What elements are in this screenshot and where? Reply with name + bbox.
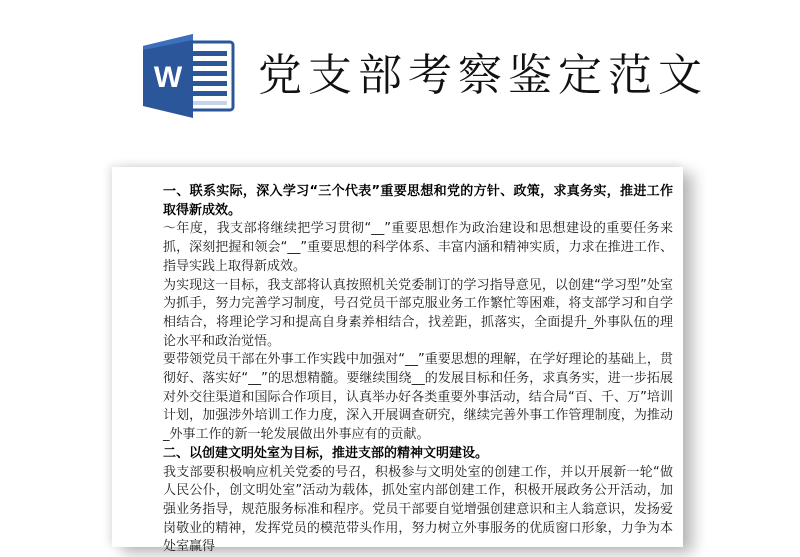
paragraph: 我支部要积极响应机关党委的号召，积极参与文明处室的创建工作，并以开展新一轮“做人民公仆，创文明处室”活动为载体，抓处室内部创建工作，积极开展政务公开活动，加强业务指导，规范服务标准和程序。党员干部要自觉增强创建意识和主人翁意识，发扬爱岗敬业的精神，发挥党员的模范带头作用，努力树立外事服务的优质窗口形象，力争为本处室赢得 bbox=[163, 464, 673, 555]
document-title: 党支部考察鉴定范文 bbox=[258, 50, 708, 101]
section-heading-1: 一、联系实际，深入学习“三个代表”重要思想和党的方针、政策，求真务实，推进工作取得新成效。 bbox=[163, 184, 673, 218]
document-body bbox=[163, 183, 673, 557]
document-page bbox=[112, 167, 683, 555]
word-document-icon bbox=[143, 34, 235, 118]
section-heading-2: 二、以创建文明处室为目标，推进支部的精神文明建设。 bbox=[163, 445, 489, 461]
paragraph: ～年度，我支部将继续把学习贯彻“__”重要思想作为政治建设和思想建设的重要任务来抓，深刻把握和领会“__”重要思想的科学体系、丰富内涵和精神实质，力求在推进工作、指导实践上取得新成效。 bbox=[163, 221, 673, 274]
svg-text:W: W bbox=[153, 61, 183, 94]
paragraph: 为实现这一目标，我支部将认真按照机关党委制订的学习指导意见，以创建“学习型”处室为抓手，努力完善学习制度，号召党员干部克服业务工作繁忙等困难，将支部学习和自学相结合，将理论学习和提高自身素养相结合，找差距，抓落实，全面提升_外事队伍的理论水平和政治觉悟。 bbox=[163, 277, 673, 349]
header-banner bbox=[0, 0, 800, 150]
paragraph: 要带领党员干部在外事工作实践中加强对“__”重要思想的理解，在学好理论的基础上，贯彻好、落实好“__”的思想精髓。要继续围绕__的发展目标和任务，求真务实，进一步拓展对外交往渠道和国际合作项目，认真举办好各类重要外事活动，结合局“百、千、万”培训计划，加强涉外培训工作力度，深入开展调查研究，继续完善外事工作管理制度，为推动_外事工作的新一轮发展做出外事应有的贡献。 bbox=[163, 352, 673, 443]
